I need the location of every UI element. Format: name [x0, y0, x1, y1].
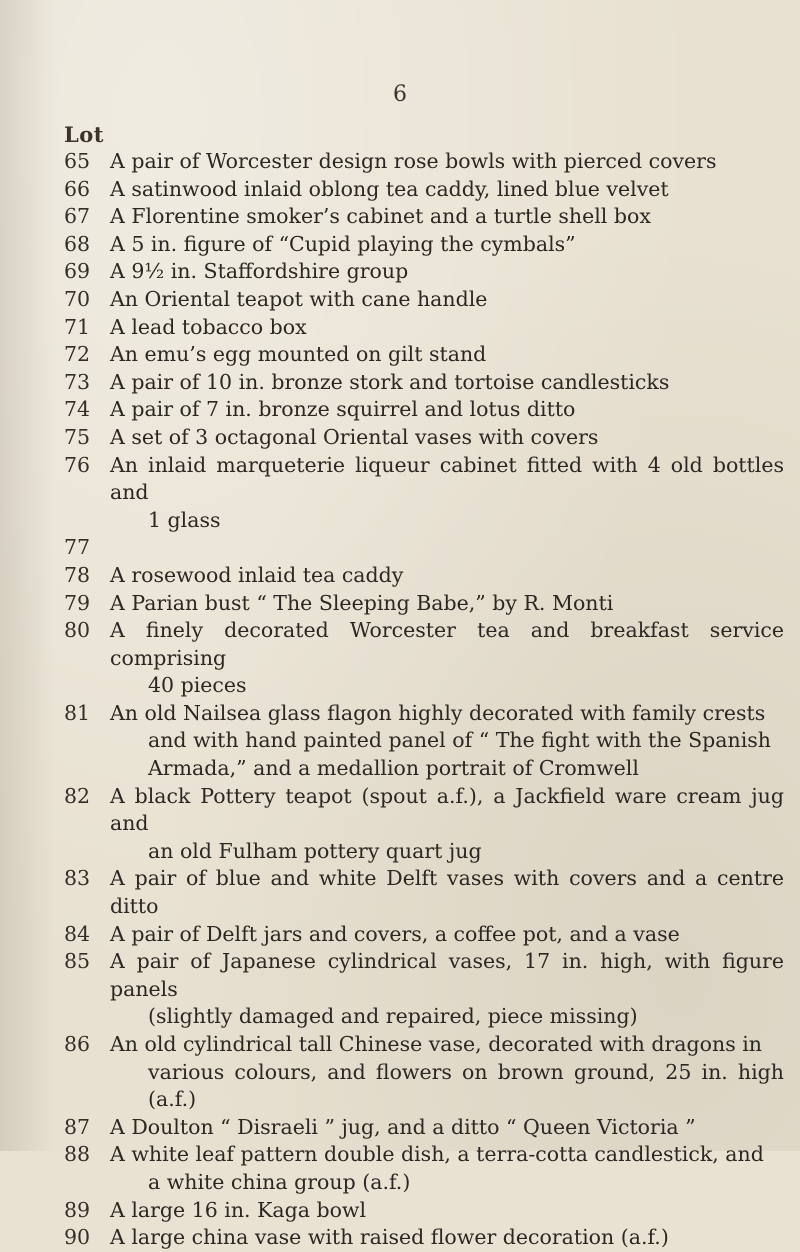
lot-number: 89: [64, 1197, 91, 1222]
lot-description: [110, 865, 784, 920]
lot-description: [110, 617, 784, 700]
lot-description-continuation: an old Fulham pottery quart jug: [148, 838, 482, 863]
lot-row: [64, 148, 784, 176]
lot-number: 76: [64, 452, 91, 477]
lot-number: 88: [64, 1142, 91, 1167]
lot-row: [64, 1031, 784, 1114]
lot-row: [64, 948, 784, 1031]
lot-number: 82: [64, 783, 91, 808]
lot-description: [110, 176, 784, 204]
lot-description-line: A set of 3 octagonal Oriental vases with covers: [110, 424, 599, 449]
lot-row: [64, 396, 784, 424]
lot-description: [110, 258, 784, 286]
lot-row: [64, 1141, 784, 1196]
lot-description: [110, 1114, 784, 1142]
lot-list: [64, 148, 784, 1252]
lot-description-continuation: a white china group (a.f.): [148, 1169, 411, 1194]
lot-description: [110, 369, 784, 397]
lot-description-line: An Oriental teapot with cane handle: [110, 286, 488, 311]
lot-description-continuation: 1 glass: [148, 507, 221, 532]
lot-description: [110, 1224, 784, 1252]
lot-description-line: A large 16 in. Kaga bowl: [110, 1197, 367, 1222]
lot-number: 90: [64, 1225, 91, 1250]
lot-number: 85: [64, 949, 91, 974]
lot-row: [64, 1224, 784, 1252]
lot-description-line: A Florentine smoker’s cabinet and a turtle shell box: [110, 204, 651, 229]
lot-description-line: A pair of Delft jars and covers, a coffee pot, and a vase: [110, 921, 680, 946]
lot-number: 67: [64, 204, 91, 229]
lot-description-line: A pair of blue and white Delft vases with covers and a centre ditto: [110, 866, 784, 919]
lot-row: [64, 921, 784, 949]
lot-description: [110, 396, 784, 424]
lot-description-line: A pair of 7 in. bronze squirrel and lotus ditto: [110, 397, 576, 422]
lot-row: [64, 617, 784, 700]
page-number: 6: [393, 82, 407, 107]
lot-description-line: An inlaid marqueterie liqueur cabinet fitted with 4 old bottles and: [110, 452, 784, 505]
lot-row: [64, 203, 784, 231]
lot-description: [110, 424, 784, 452]
lot-description-line: A large china vase with raised flower decoration (a.f.): [110, 1225, 669, 1250]
lot-row: [64, 1114, 784, 1142]
lot-description-line: A pair of 10 in. bronze stork and tortoise candlesticks: [110, 369, 670, 394]
lot-description: [110, 921, 784, 949]
lot-description: [110, 203, 784, 231]
lot-number: 84: [64, 921, 91, 946]
lot-row: [64, 176, 784, 204]
lot-description-line: A pair of Japanese cylindrical vases, 17 in. high, with figure panels: [110, 949, 784, 1001]
lot-description: [110, 1031, 784, 1114]
lot-description-line: An old cylindrical tall Chinese vase, decorated with dragons in: [110, 1032, 762, 1056]
lot-number: 72: [64, 342, 91, 367]
lot-description: [110, 341, 784, 369]
lot-number: 77: [64, 535, 91, 560]
lot-row: [64, 865, 784, 920]
lot-description: [110, 562, 784, 590]
lot-description-continuation: Armada,” and a medallion portrait of Cromwell: [148, 756, 639, 781]
lot-row: [64, 534, 784, 562]
lot-number: 86: [64, 1032, 91, 1056]
lot-number: 70: [64, 286, 91, 311]
lot-description: [110, 783, 784, 866]
lot-description-line: A 9½ in. Staffordshire group: [110, 259, 409, 284]
lot-number: 65: [64, 149, 91, 173]
lot-row: [64, 590, 784, 618]
lot-description: [110, 452, 784, 535]
lot-number: 75: [64, 424, 91, 449]
lot-row: [64, 286, 784, 314]
lot-description-line: A pair of Worcester design rose bowls with pierced covers: [110, 149, 717, 173]
lot-number: 73: [64, 369, 91, 394]
lot-number: 74: [64, 397, 91, 422]
lot-description-line: An emu’s egg mounted on gilt stand: [110, 342, 487, 367]
lot-description-line: A black Pottery teapot (spout a.f.), a Jackfield ware cream jug and: [110, 783, 784, 836]
lot-description-continuation: and with hand painted panel of “ The fight with the Spanish: [148, 728, 771, 753]
lot-description: [110, 286, 784, 314]
lot-description-line: A satinwood inlaid oblong tea caddy, lined blue velvet: [110, 176, 669, 201]
lot-description: [110, 590, 784, 618]
lot-description-line: A white leaf pattern double dish, a terra-cotta candlestick, and: [110, 1142, 764, 1167]
lot-number: 83: [64, 866, 91, 891]
lot-row: [64, 452, 784, 535]
lot-number: 69: [64, 259, 91, 284]
lot-description-line: A finely decorated Worcester tea and breakfast service comprising: [110, 618, 784, 670]
lot-row: [64, 341, 784, 369]
lot-description-line: An old Nailsea glass flagon highly decorated with family crests: [110, 700, 766, 725]
lot-description: [110, 231, 784, 259]
lot-description: [110, 314, 784, 342]
lot-row: [64, 424, 784, 452]
lot-row: [64, 783, 784, 866]
lot-column-heading: Lot: [64, 122, 104, 147]
lot-row: [64, 314, 784, 342]
lot-description-line: A rosewood inlaid tea caddy: [110, 562, 404, 587]
lot-row: [64, 231, 784, 259]
lot-number: 79: [64, 590, 91, 615]
lot-description-line: [110, 534, 784, 562]
page-edge-shadow: [0, 0, 55, 1151]
lot-number: 66: [64, 176, 91, 201]
lot-description-line: A Parian bust “ The Sleeping Babe,” by R. Monti: [110, 590, 614, 615]
lot-description-line: A 5 in. figure of “Cupid playing the cymbals”: [110, 231, 576, 256]
lot-number: 80: [64, 618, 91, 643]
lot-number: 71: [64, 314, 91, 339]
lot-description: [110, 1141, 784, 1196]
lot-number: 81: [64, 700, 91, 725]
lot-row: [64, 258, 784, 286]
lot-description-line: A lead tobacco box: [110, 314, 307, 339]
lot-row: [64, 1197, 784, 1225]
lot-description-continuation: 40 pieces: [148, 673, 247, 698]
lot-number: 68: [64, 231, 91, 256]
lot-description: [110, 948, 784, 1031]
lot-row: [64, 700, 784, 783]
lot-description-continuation: various colours, and flowers on brown ground, 25 in. high (a.f.): [148, 1059, 784, 1112]
lot-row: [64, 562, 784, 590]
lot-number: 87: [64, 1114, 91, 1139]
lot-description: [110, 700, 784, 783]
lot-row: [64, 369, 784, 397]
lot-description: [110, 148, 784, 176]
lot-description: [110, 1197, 784, 1225]
lot-description: [110, 534, 784, 562]
lot-number: 78: [64, 562, 91, 587]
lot-description-continuation: (slightly damaged and repaired, piece missing): [148, 1004, 638, 1029]
lot-description-line: A Doulton “ Disraeli ” jug, and a ditto “ Queen Victoria ”: [110, 1114, 696, 1139]
